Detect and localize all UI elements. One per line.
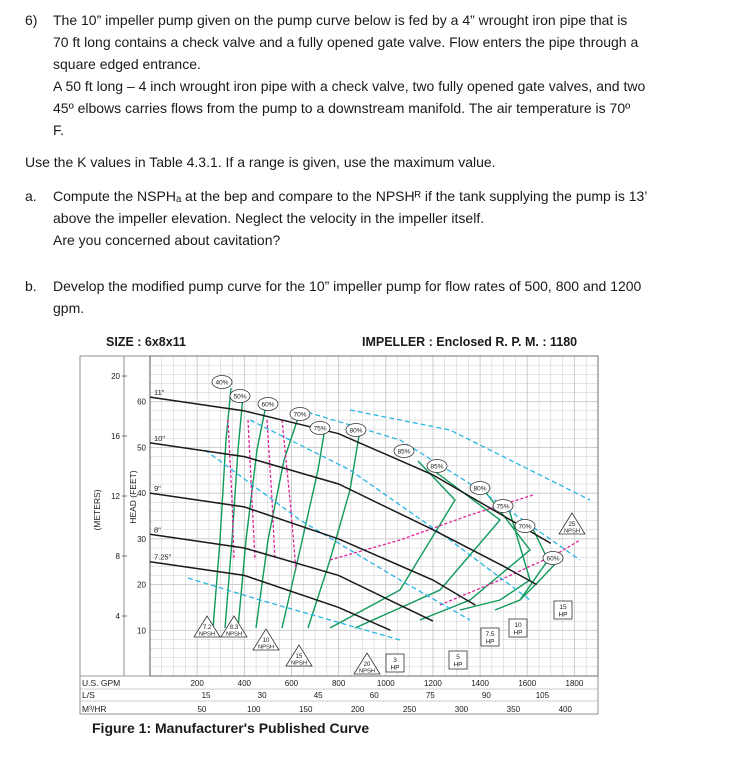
efficiency-label: 75% <box>313 425 327 433</box>
x-ls-tick-label: 30 <box>257 691 267 700</box>
npsh-label-text: NPSH <box>563 528 581 535</box>
hp-label-value: 7.5 <box>485 631 495 638</box>
x-m3hr-tick-label: 300 <box>454 705 469 714</box>
efficiency-label: 60% <box>261 401 275 409</box>
y-feet-tick-label: 40 <box>137 489 146 499</box>
problem-line: F. <box>53 122 64 138</box>
y-meters-axis-label: (METERS) <box>92 489 102 531</box>
efficiency-label: 85% <box>397 448 411 456</box>
x-gpm-tick-label: 400 <box>237 679 251 688</box>
impeller-curve-label: 9" <box>154 484 161 494</box>
efficiency-label: 50% <box>233 393 247 401</box>
problem-line: 45º elbows carries flows from the pump to a downstream manifold. The air temperature is 70º <box>53 100 631 116</box>
problem-line: 70 ft long contains a check valve and a fully opened gate valve. Flow enters the pipe through a <box>53 34 639 50</box>
hp-label-text: HP <box>485 638 495 646</box>
y-feet-tick-label: 30 <box>137 534 146 544</box>
part-b-label: b. <box>25 278 37 294</box>
x-m3hr-axis-label: M³/HR <box>82 704 107 714</box>
y-feet-axis-label: HEAD (FEET) <box>128 470 138 524</box>
x-ls-tick-label: 75 <box>425 691 435 700</box>
part-a-label: a. <box>25 188 37 204</box>
npsh-label-text: NPSH <box>358 668 376 675</box>
y-feet-tick-label: 60 <box>137 397 146 407</box>
hp-label-text: HP <box>390 664 400 672</box>
problem-line: square edged entrance. <box>53 56 201 72</box>
x-m3hr-tick-label: 250 <box>402 705 417 714</box>
npsh-label-text: NPSH <box>257 644 275 651</box>
y-meters-tick-label: 20 <box>111 372 120 382</box>
efficiency-label: 85% <box>430 463 444 471</box>
hp-label-text: HP <box>513 629 523 637</box>
x-gpm-tick-label: 800 <box>331 679 346 688</box>
impeller-curve <box>150 493 475 605</box>
hp-label-text: HP <box>453 661 463 669</box>
x-ls-tick-label: 45 <box>313 691 323 700</box>
x-gpm-tick-label: 600 <box>284 679 299 688</box>
x-gpm-tick-label: 1400 <box>471 679 490 688</box>
npsh-label-value: 15 <box>295 654 303 660</box>
x-m3hr-tick-label: 200 <box>350 705 365 714</box>
npsh-label-text: NPSH <box>225 631 243 638</box>
efficiency-label: 60% <box>546 555 560 563</box>
x-gpm-tick-label: 1600 <box>518 679 537 688</box>
impeller-curve-label: 10" <box>154 433 166 443</box>
x-ls-tick-label: 60 <box>369 691 379 700</box>
hp-label-value: 3 <box>393 657 397 664</box>
x-m3hr-tick-label: 150 <box>299 705 313 714</box>
npsh-label-value: 8.3 <box>229 625 239 631</box>
x-ls-tick-label: 15 <box>201 691 211 700</box>
x-gpm-axis-label: U.S. GPM <box>82 678 121 688</box>
part-b-line: gpm. <box>53 300 85 316</box>
chart-grid <box>150 356 598 676</box>
npsh-label-value: 7.2 <box>202 625 212 631</box>
impeller-curve-label: 7.25" <box>154 552 172 562</box>
y-feet-tick-label: 10 <box>137 626 146 636</box>
figure-caption: Figure 1: Manufacturer's Published Curve <box>92 720 370 736</box>
npsh-label-value: 25 <box>568 522 576 528</box>
y-meters-tick-label: 16 <box>111 432 120 442</box>
x-m3hr-tick-label: 100 <box>247 705 261 714</box>
x-gpm-tick-label: 200 <box>190 679 204 688</box>
problem-line: The 10” impeller pump given on the pump curve below is fed by a 4” wrought iron pipe that is <box>53 12 628 28</box>
y-meters-tick-label: 4 <box>115 612 120 622</box>
efficiency-label: 70% <box>293 411 307 419</box>
x-ls-tick-label: 90 <box>481 691 491 700</box>
part-b-line: Develop the modified pump curve for the 10” impeller pump for flow rates of 500, 800 and 1200 <box>53 278 642 294</box>
part-a-line: Are you concerned about cavitation? <box>53 232 281 248</box>
chart-axes <box>82 372 584 714</box>
instruction-text: Use the K values in Table 4.3.1. If a range is given, use the maximum value. <box>25 154 496 170</box>
efficiency-label: 80% <box>349 427 363 435</box>
y-feet-tick-label: 50 <box>137 443 146 453</box>
x-ls-axis-label: L/S <box>82 690 95 700</box>
efficiency-label: 40% <box>215 379 229 387</box>
x-gpm-tick-label: 1000 <box>376 679 395 688</box>
efficiency-line <box>225 396 243 628</box>
hp-label-text: HP <box>558 611 568 619</box>
efficiency-label: 80% <box>473 485 487 493</box>
npsh-label-text: NPSH <box>290 660 308 667</box>
efficiency-label: 70% <box>518 523 532 531</box>
npsh-label-text: NPSH <box>198 631 216 638</box>
impeller-curve <box>150 562 391 631</box>
x-m3hr-tick-label: 350 <box>506 705 521 714</box>
npsh-line <box>440 540 580 605</box>
y-meters-tick-label: 12 <box>111 492 120 502</box>
x-m3hr-tick-label: 400 <box>558 705 572 714</box>
npsh-label-value: 10 <box>262 638 270 644</box>
problem-number: 6) <box>25 12 38 28</box>
efficiency-label: 75% <box>496 503 510 511</box>
x-m3hr-tick-label: 50 <box>197 705 207 714</box>
y-meters-tick-label: 8 <box>115 552 120 562</box>
figure-size-label: SIZE : 6x8x11 <box>106 335 186 349</box>
y-feet-tick-label: 20 <box>137 580 146 590</box>
hp-label-value: 15 <box>559 604 567 611</box>
x-gpm-tick-label: 1800 <box>565 679 584 688</box>
part-a-line: Compute the NSPHₐ at the bep and compare to the NPSHᴿ if the tank supplying the pump is 13’ <box>53 188 648 204</box>
problem-line: A 50 ft long – 4 inch wrought iron pipe with a check valve, two fully opened gate valves, and two <box>53 78 646 94</box>
impeller-curve-label: 8" <box>154 525 161 535</box>
npsh-label-value: 20 <box>363 662 371 668</box>
part-a-line: above the impeller elevation. Neglect the velocity in the impeller itself. <box>53 210 485 226</box>
x-ls-tick-label: 105 <box>535 691 550 700</box>
figure-impeller-label: IMPELLER : Enclosed R. P. M. : 1180 <box>362 335 578 349</box>
x-gpm-tick-label: 1200 <box>424 679 442 688</box>
hp-label-value: 10 <box>514 622 522 629</box>
hp-label-value: 5 <box>456 654 460 661</box>
impeller-curve-label: 11" <box>154 388 165 398</box>
